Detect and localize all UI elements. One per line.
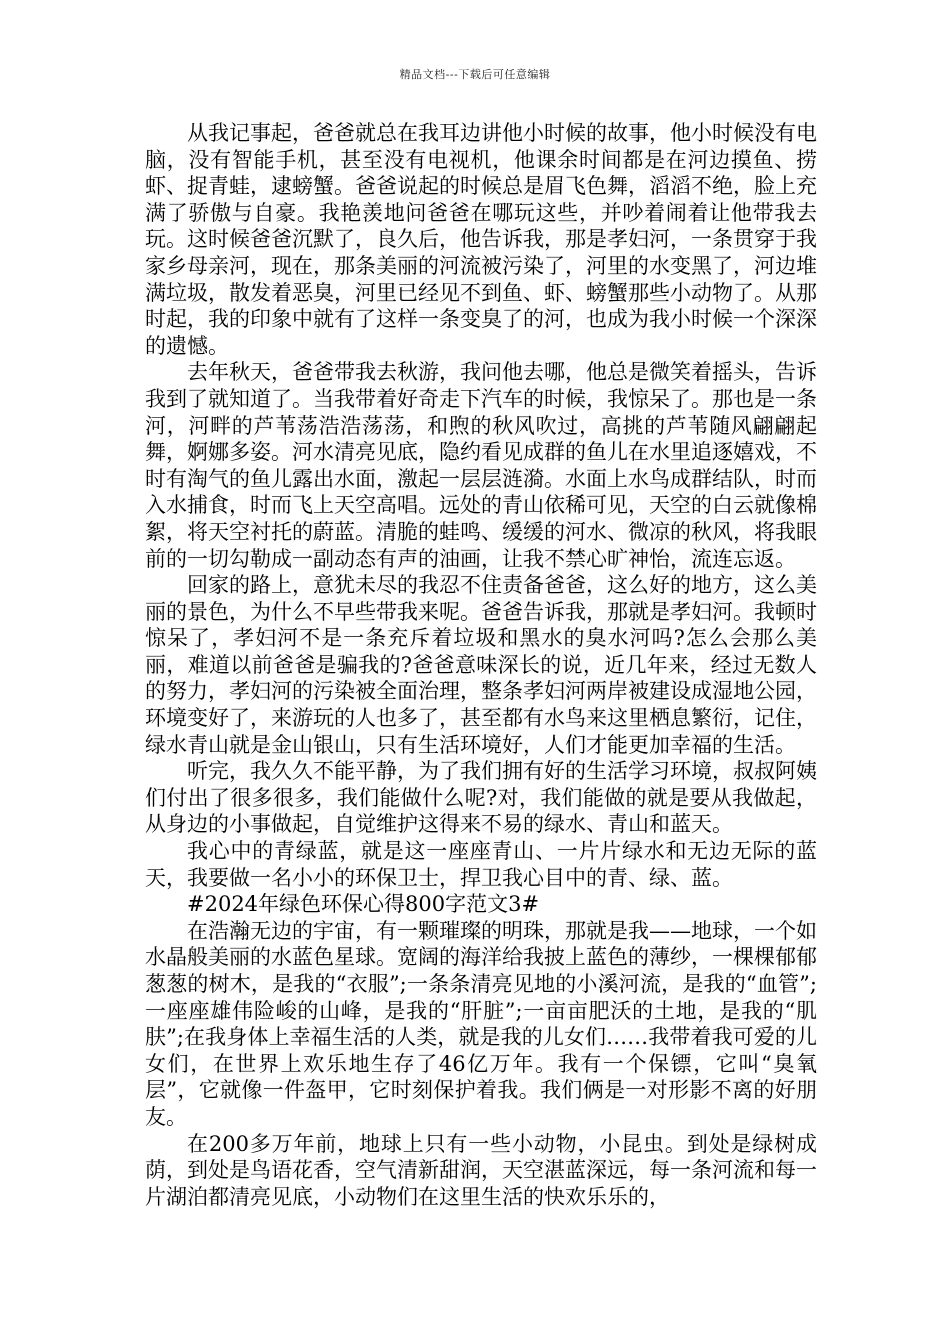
document-body [145, 120, 817, 1210]
paragraph-1: 从我记事起，爸爸就总在我耳边讲他小时候的故事，他小时候没有电脑，没有智能手机，甚至没有电视机，他课余时间都是在河边摸鱼、捞虾、捉青蛙，逮螃蟹。爸爸说起的时候总是眉飞色舞，滔滔不绝，脸上充满了骄傲与自豪。我艳羡地问爸爸在哪玩这些，并吵着闹着让他带我去玩。这时候爸爸沉默了，良久后，他告诉我，那是孝妇河，一条贯穿于我家乡母亲河，现在，那条美丽的河流被污染了，河里的水变黑了，河边堆满垃圾，散发着恶臭，河里已经见不到鱼、虾、螃蟹那些小动物了。从那时起，我的印象中就有了这样一条变臭了的河，也成为我小时候一个深深的遗憾。 [145, 121, 817, 358]
paragraph-4: 听完，我久久不能平静，为了我们拥有好的生活学习环境，叔叔阿姨们付出了很多很多，我们能做什么呢?对，我们能做的就是要从我做起，从身边的小事做起，自觉维护这得来不易的绿水、青山和蓝天。 [145, 759, 817, 837]
page-header: 精品文档---下载后可任意编辑 [399, 68, 551, 81]
paragraph-3: 回家的路上，意犹未尽的我忍不住责备爸爸，这么好的地方，这么美丽的景色，为什么不早些带我来呢。爸爸告诉我，那就是孝妇河。我顿时惊呆了，孝妇河不是一条充斥着垃圾和黑水的臭水河吗?怎么会那么美丽，难道以前爸爸是骗我的?爸爸意味深长的说，近几年来，经过无数人的努力，孝妇河的污染被全面治理，整条孝妇河两岸被建设成湿地公园，环境变好了，来游玩的人也多了，甚至都有水鸟来这里栖息繁衍，记住，绿水青山就是金山银山，只有生活环境好，人们才能更加幸福的生活。 [145, 573, 817, 757]
paragraph-6: 在浩瀚无边的宇宙，有一颗璀璨的明珠，那就是我——地球，一个如水晶般美丽的水蓝色星球。宽阔的海洋给我披上蓝色的薄纱，一棵棵郁郁葱葱的树木，是我的“衣服”;一条条清亮见地的小溪河流，是我的“血管”;一座座雄伟险峻的山峰，是我的“肝脏”;一亩亩肥沃的土地，是我的“肌肤”;在我身体上幸福生活的人类，就是我的儿女们……我带着我可爱的儿女们，在世界上欢乐地生存了46亿万年。我有一个保镖，它叫“臭氧层”，它就像一件盔甲，它时刻保护着我。我们俩是一对形影不离的好朋友。 [145, 918, 817, 1129]
paragraph-2: 去年秋天，爸爸带我去秋游，我问他去哪，他总是微笑着摇头，告诉我到了就知道了。当我带着好奇走下汽车的时候，我惊呆了。那也是一条河，河畔的芦苇荡浩浩荡荡，和煦的秋风吹过，高挑的芦苇随风翩翩起舞，婀娜多姿。河水清亮见底，隐约看见成群的鱼儿在水里追逐嬉戏，不时有淘气的鱼儿露出水面，激起一层层涟漪。水面上水鸟成群结队，时而入水捕食，时而飞上天空高唱。远处的青山依稀可见，天空的白云就像棉絮，将天空衬托的蔚蓝。清脆的蛙鸣、缓缓的河水、微凉的秋风，将我眼前的一切勾勒成一副动态有声的油画，让我不禁心旷神怡，流连忘返。 [145, 360, 817, 571]
paragraph-7: 在200多万年前，地球上只有一些小动物，小昆虫。到处是绿树成荫，到处是鸟语花香，空气清新甜润，天空湛蓝深远，每一条河流和每一片湖泊都清亮见底，小动物们在这里生活的快欢乐乐的， [145, 1131, 817, 1209]
paragraph-5: 我心中的青绿蓝，就是这一座座青山、一片片绿水和无边无际的蓝天，我要做一名小小的环保卫士，捍卫我心目中的青、绿、蓝。 [145, 839, 817, 890]
section-heading: #2024年绿色环保心得800字范文3# [187, 892, 540, 917]
